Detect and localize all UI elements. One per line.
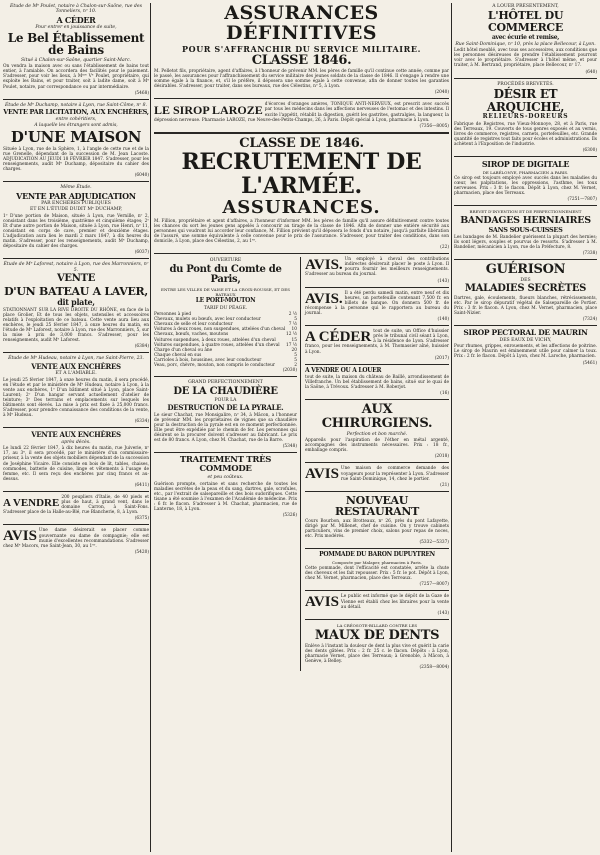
ad-text: Pour rhumes, grippes, enrouements, et les affections de poitrine. Le sirop de Maurin est éminemment utile pour calmer la toux. Prix : 2 fr. le flacon. Dépôt à Lyon, chez M. Laroche, pharmacien.	[454, 344, 597, 360]
ad-number: (6384)	[134, 344, 149, 350]
ad-avis-gaze	[305, 594, 449, 615]
ad-text: Guérison prompte, certaine et sans recherche de toutes les maladies secrètes de la peau et du sang, dartres, gale, scrofules, etc., par l'extrait de salsepareille et des bois sudorifiques. Cette tisane a été soumise à l'examen de l'Académie de médecine. Prix : 6 fr. le flacon. S'adresser à M. Chachat, pharmacien, rue de Lanterne, 18, à Lyon.	[154, 481, 297, 513]
ad-maison	[3, 103, 149, 178]
ad-text: On vendra la maison avec ou sans l'établissement de bains tout entier, à l'amiable. On accordera des facilités pour le paiement. S'adresser, pour voir les lieux, à Mᵐᵉ Vᵉ Poulet, propriétaire, qui exploite les Bains, et pour traiter, soit à ladite dame, soit à Mᵉ Poulet, notaire, par correspondance ou par intermédiaire.	[3, 64, 149, 90]
column-divider	[451, 3, 452, 852]
ad-recrutement	[154, 137, 449, 250]
ad-head: BREVET D'INVENTION ET DE PERFECTIONNEMENT	[469, 209, 582, 215]
ad-text: Cours Bourbon, aux Brotteaux, nᵒ 26, près du pont Lafayette, dirigé par M. Millenet, chef de cuisine. On y trouve cabinets particuliers, vins de premier choix, salons pour repas de noces, etc. Prix modérés.	[305, 518, 449, 540]
ad-gouvernante	[3, 528, 149, 554]
ad-sirop-laroze	[154, 102, 449, 128]
ad-peupliers	[3, 495, 149, 521]
ad-pont	[154, 258, 297, 373]
ad-voyageurs	[305, 466, 449, 487]
tarif-row	[154, 363, 297, 368]
tarif-label: Voitures à deux roues, non suspendues, attelées d'un cheval	[154, 327, 286, 333]
ad-number: (16)	[440, 391, 449, 397]
tarif-price: 15	[291, 337, 297, 343]
ad-office-huissier	[305, 329, 449, 361]
ad-text: 1ᵒ D'une portion de Maison, située à Lyon, rue Vernille, nᵒ 2, consistant dans les troisième, quatrième et cinquième étages; 2ᵒ Et d'une autre portion de Maison, située à Lyon, rue Henri, nᵒ 11, consistant en corps de cave, premier et deuxième étages. L'adjudication aura lieu le mardi 2 mars 1847, à dix heures du matin. S'adresser, pour les renseignements, audit Mᵉ Duchamp, dépositaire du cahier des charges.	[3, 213, 149, 250]
ad-head: Étude de Mᵉ Duchamp, notaire à Lyon, rue Saint-Côme, nᵒ 8.	[5, 102, 147, 108]
ad-title: GUÉRISON	[485, 261, 566, 277]
ad-sub: SANS SOUS-CUISSES	[488, 225, 563, 234]
ad-head: A LOUER PRÉSENTEMENT,	[492, 4, 559, 9]
ad-bandages	[454, 209, 597, 256]
ad-capital: A VENDRE OU A LOUER	[305, 366, 382, 374]
subcolumn-right	[305, 257, 449, 671]
ad-port: LE PORT-MOUTON	[195, 297, 256, 305]
ad-hudeau	[3, 356, 149, 424]
ad-sub: DES	[520, 277, 531, 283]
ad-text: Cette pommade, dont l'efficacité est constatée, arrête la chute des cheveux et les fait repousser. Prix : 5 fr. le pot. Dépôt à Lyon, chez M. Vernet, pharmacien, place des Terreaux.	[305, 566, 449, 582]
ad-note: A laquelle les étrangers sont admis,	[34, 123, 118, 129]
ad-capital: A CÉDER	[305, 329, 372, 346]
ad-guerison	[454, 263, 597, 322]
ad-text: Le jeudi 25 février 1847, à onze heures du matin, il sera procédé, en l'étude et par le ministère de Mᵉ Hudeau, notaire à Lyon, à la vente aux enchères, 1ᵒ D'un bâtiment situé à Lyon, place Saint-Laurent; 2ᵒ D'un hangar servant actuellement d'atelier de teinture; 3ᵒ Des terrains et emplacements sur lesquels les bâtiments sont élevés. La mise à prix est fixée à 25,000 francs. S'adresser, pour prendre connaissance des conditions de la vente, à Mᵉ Hudeau.	[3, 377, 149, 419]
ad-title: NOUVEAU RESTAURANT	[334, 493, 420, 519]
ad-sub: PAR ENCHÈRES PUBLIQUES	[41, 200, 111, 206]
ad-sirop-digitale	[454, 160, 597, 202]
ad-title: ASSURANCES DÉFINITIVES	[224, 3, 379, 44]
right-column	[454, 3, 597, 852]
tarif-label: Veau, porc, chèvre, mouton, non compris le conducteur	[154, 362, 275, 368]
ad-sub: POUR LA	[214, 398, 237, 404]
ad-encheres	[3, 431, 149, 488]
ad-number: (5461)	[582, 360, 597, 366]
tarif-label: Chevaux, mulets ou bœufs, avec leur conducteur	[154, 317, 261, 323]
ad-text: tout de suite, un Office d'huissier près le tribunal civil séant à Lyon, à la résidence de Lyon. S'adresser franco, pour les renseignements, à M. Thomassier aîné, huissier à Lyon.	[305, 329, 449, 355]
ad-sub: entre cohéritiers,	[55, 116, 97, 122]
tarif-price: 5	[294, 352, 297, 358]
ad-text: Une dame désirerait se placer comme gouvernante ou dame de compagnie; elle est munie d'excellentes recommandations. S'adresser chez Mᵉ Macors, rue Saint-Jean, 30, au 1ᵉʳ.	[3, 528, 149, 549]
ad-title: MALADIES SECRÈTES	[464, 283, 587, 294]
tarif-price: 17 ½	[286, 342, 297, 348]
ad-number: (2017)	[434, 355, 449, 361]
ad-avis-employe	[305, 257, 449, 283]
ad-bateau	[3, 262, 149, 349]
ad-number: (7356—8005)	[419, 123, 449, 129]
ad-capital: AVIS.	[305, 290, 343, 307]
ad-head: Même Étude.	[60, 185, 92, 191]
ad-sub: ASSURANCES.	[222, 196, 381, 218]
tarif-price: 2	[294, 362, 297, 368]
ad-avis-portefeuille	[305, 291, 449, 323]
ad-text: d'écorces d'oranges amères, TONIQUE ANTI-NERVEUX, est prescrit avec succès par tous les médecins dans les affections nerveuses de l'estomac et des intestins. Il excite l'appétit, rétablit la digestion, guérit les gastrites, gastralgies, la langueur, la dépression nerveuse. Pharmacie LAROZE, rue Neuve-des-Petits-Champs, 26, à Paris. Dépôt spécial à Lyon, pharmacie à Lyon.	[154, 102, 449, 123]
ad-traitement	[154, 456, 297, 518]
ad-title: du Pont du Comte de Paris,	[169, 263, 282, 286]
tarif-price: 5	[294, 357, 297, 363]
ad-sirop-pectoral	[454, 329, 597, 366]
ad-title: VENTE	[56, 273, 96, 285]
ad-number: (6375)	[134, 516, 149, 522]
ad-capital: AVIS	[305, 594, 339, 611]
ad-title: D'UNE MAISON	[10, 127, 142, 146]
ad-sub: dit plate,	[57, 297, 95, 308]
ad-number: (6040)	[134, 173, 149, 179]
ad-number: (143)	[437, 278, 449, 284]
ad-text: Le sieur Chachat, rue Monsigalire, nᵒ 34, à Mâcon, a l'honneur de prévenir MM. les propriétaires de vignes que sa chaudière pour la destruction de la pyrale est en ce moment perfectionnée. Elle peut être expédiée par le chemin de fer. Les personnes qui désirent se la procurer doivent s'adresser au fabricant. Le prix est de 80 francs. A Lyon, chez M. Chachat, rue de la Barre.	[154, 412, 297, 444]
ad-sub: DE LABÉLONYE, PHARMACIEN A PARIS.	[482, 169, 569, 175]
ad-number: (140)	[437, 317, 449, 323]
ad-number: (5420)	[134, 549, 149, 555]
ad-number: (21)	[440, 482, 449, 488]
tarif-label: Chaque cheval en sus	[154, 352, 202, 358]
ad-chirurgiens	[305, 403, 449, 459]
ad-capital: AVIS	[3, 528, 37, 545]
column-divider	[150, 3, 151, 852]
ad-capital: AVIS.	[305, 257, 343, 274]
tarif-price: 7 ½	[288, 322, 297, 328]
ad-number: (640)	[585, 69, 597, 75]
ad-sub: Composée par Malaper, pharmacien à Paris.	[332, 559, 422, 565]
tarif-table	[154, 312, 297, 368]
ad-head: Étude de Mᵉ Laforest, notaire à Lyon, rue des Marronniers, nᵒ 5.	[3, 262, 149, 273]
ad-desir-arquiche	[454, 82, 597, 153]
tarif-price: 5	[294, 317, 297, 323]
ad-number: (6037)	[134, 250, 149, 256]
ad-text: Ledit hôtel meublé, avec tous ses accessoires, aux conditions que les personnes désireuses de prendre l'établissement pourront voir avec le propriétaire. S'adresser à l'hôtel même, et pour traiter, à M. Bertrand, propriétaire, place Bellecour, nᵒ 17.	[454, 48, 597, 69]
ad-sub: ENTRE LES VILLES DE VAISE ET LA CROIX-ROUSSE, ET DES BATEAUX	[161, 286, 290, 297]
ad-hotel	[454, 4, 597, 75]
ad-title: A CÉDER	[56, 14, 96, 25]
tarif-label: Voitures suspendues, à deux roues, attelées d'un cheval	[154, 337, 276, 343]
ad-sub: RELIEURS-DOREURS	[482, 113, 569, 121]
ad-classe: CLASSE DE 1846.	[239, 135, 364, 151]
ad-adjudication	[3, 185, 149, 255]
ad-text: M. Fillion, propriétaire et agent d'affaires, a l'honneur d'informer MM. les pères de famille qu'il assure définitivement contre toutes les chances du sort les jeunes gens appelés à concourir au tirage de la classe de 1846. Afin de donner une entière sécurité aux personnes qui voudront lui accorder leur confiance, M. Fillion prévient qu'il déposera le fonds d'un notaire, jusqu'à parfaite libération de l'assuré, une somme équivalente à celle convenue pour le prix de l'assurance. S'adresser, pour traiter des conditions, dans son domicile, à Lyon, place des Célestins, 2, au 1ᵉʳ.	[154, 218, 449, 244]
ad-sub: Pour entrer en jouissance de suite,	[35, 25, 117, 31]
ad-assurances	[154, 4, 449, 95]
ad-sub: ET A L'AMIABLE.	[55, 371, 97, 377]
ad-title: MAUX DE DENTS	[314, 628, 440, 644]
ad-title: SIROP DE DIGITALE	[481, 159, 570, 170]
ad-number: (2040)	[434, 90, 449, 96]
ad-bains	[3, 4, 149, 96]
subcolumn-left	[154, 257, 301, 671]
ad-head: PROCÉDÉS BREVETÉS.	[497, 81, 554, 87]
tarif-price: 12 ½	[286, 332, 297, 338]
ad-number: (22)	[440, 245, 449, 251]
ad-sub: avec écurie et remise,	[491, 33, 560, 41]
ad-number: (7338)	[582, 250, 597, 256]
ad-chaudiere	[154, 380, 297, 449]
ad-text: Il a été perdu samedi matin, entre neuf et dix heures, un portefeuille contenant 7,500 fr. en billets de banque. On donnera 500 fr. de récompense à la personne qui le rapportera au bureau du journal.	[305, 290, 449, 316]
ad-text: tout de suite, la maison du château de Baillé, arrondissement de Villefranche. Un bel établissement de bains, situé sur le quai de la Saône, à Trévoux. S'adresser à M. Roberjot.	[305, 375, 449, 391]
ad-number: (7251—7807)	[567, 197, 597, 203]
tarif-label: Personnes à pied	[154, 312, 192, 318]
ad-title: VENTE AUX ENCHÈRES	[31, 361, 121, 371]
ad-maux-dents	[305, 623, 449, 671]
ad-capital: LE SIROP LAROZE	[154, 103, 263, 118]
ad-text: Dartres, gale, écoulements, flueurs blanches, rétrécissements, etc. Par le sirop dépuratif végétal de Salsepareille de Portier. Prix : 3 fr. le flacon. A Lyon, chez M. Vernet, pharmacien, place Saint-Nizier.	[454, 295, 597, 316]
ad-text: Les bandages de M. Bandelier guérissent la plupart des hernies; ils sont légers, souples et pourvus de ressorts. S'adresser à M. Bandelier, mécanicien à Lyon, rue de la Préfecture, 8.	[454, 234, 597, 250]
ad-text: Le public est informé que le dépôt de la Gaze de Vienne est établi chez les libraires pour la vente au détail.	[340, 594, 449, 610]
ad-number: (7257—8007)	[419, 582, 449, 588]
ad-title: VENTE PAR LICITATION, AUX ENCHÈRES,	[3, 108, 149, 117]
ad-number: (6334)	[134, 419, 149, 425]
ad-tarif: TARIF DU PÉAGE.	[203, 305, 248, 311]
ad-head: GRAND PERFECTIONNEMENT	[188, 380, 263, 386]
ad-restaurant	[305, 495, 449, 546]
ad-head: Étude de Mᵉ Hudeau, notaire à Lyon, rue Saint-Pierre, 23.	[8, 356, 144, 362]
ad-title: L'HÔTEL DU COMMERCE	[487, 9, 564, 34]
ad-sub: DES EAUX DE VICHY,	[499, 337, 552, 343]
ad-capital: A VENDRE	[3, 496, 60, 509]
ad-sub: Perfection et bon marché.	[346, 431, 408, 437]
ad-text: Un employé à cheval des contributions indirectes désirerait placer le poste à Lyon. Il pourra fournir les meilleurs renseignements. S'adresser au bureau du journal.	[305, 257, 449, 278]
ad-sub: ET EN L'ÉTUDE DUDIT Mᵉ DUCHAMP,	[29, 207, 123, 213]
tarif-label: Chevaux, bœufs, vaches, moutons	[154, 332, 229, 338]
ad-number: (2030)	[282, 368, 297, 374]
ad-text: STATIONNANT SUR LA RIVE DROITE DU RHÔNE, en face de la place Grolier, Et de tous les objets, ustensiles et accessoires relatifs à l'exploitation de ce bateau. Cette vente aura lieu aux enchères, le jeudi 25 février 1847, à onze heures du matin, en l'étude de Mᵉ Laforest, notaire à Lyon, rue des Marronniers, 5, sur la mise à prix de 3,000 francs. S'adresser, pour les renseignements, audit Mᵉ Laforest.	[3, 307, 149, 344]
ad-pommade	[305, 552, 449, 587]
ad-sub: et peu coûteux.	[207, 475, 244, 481]
ad-text: M. Pelletot fils, propriétaire, agent d'affaires, à l'honneur de prévenir MM. les pères de famille qu'il continue cette année, comme par le passé, les assurances pour l'affranchissement du service militaire des jeunes soldats de la classe de 1846. Il s'engage à rendre une somme égale à la finance, et, s'il le préfère, il déposera une somme égale à cette convenue, afin de donner toutes les garanties désirables. S'adresser, pour traiter, dans ses bureaux, rue des Célestins, nᵒ 5, à Lyon.	[154, 68, 449, 90]
ad-title: DE LA CHAUDIÈRE	[173, 385, 278, 397]
tarif-label: Chevaux de selle et leur conducteur	[154, 322, 233, 328]
ad-title: SIROP PECTORAL DE MAURIN	[463, 327, 588, 337]
ad-text: Ce sirop est toujours employé avec succès dans les maladies du cœur, les palpitations, les oppressions, l'asthme, les toux nerveuses. Prix : 3 fr. le flacon. Dépôt à Lyon, chez M. Vernet, pharmacien, place des Terreaux.	[454, 175, 597, 197]
ad-number: (6300)	[582, 148, 597, 154]
left-column	[3, 3, 149, 852]
ad-text: Située à Lyon, rue de la Sphère, 1, à l'angle de cette rue et de la rue Grenelle, dépendant de la succession de M. Jean Lacoste. ADJUDICATION AU JEUDI 18 FÉVRIER 1847. S'adresser, pour les renseignements, audit Mᵉ Duchamp, dépositaire du cahier des charges.	[3, 146, 149, 172]
ad-head: OUVERTURE	[209, 258, 242, 264]
ad-number: (2018)	[434, 454, 449, 460]
ad-text: Enlève à l'instant la douleur de dent la plus vive et guérit la carie des dents gâtées. Prix : 2 fr. 25 c. le flacon. Dépôts : à Lyon, pharmacie Vernet, place des Terreaux; à Grenoble, à Mâcon, à Genève, à Belley.	[305, 643, 449, 665]
ad-classe: CLASSE 1846.	[251, 53, 352, 69]
ad-number: (5332—5337)	[419, 540, 449, 546]
ad-title: DESTRUCTION DE LA PYRALE.	[167, 403, 284, 413]
ad-place: Situé à Chalon-sur-Saône, quartier Saint-Marc.	[21, 57, 131, 63]
tarif-price: 10	[291, 327, 297, 333]
ad-text: 200 peupliers d'Italie, de 40 pieds et plus de haut, à grand vent, dans le domaine Carron, à Saint-Fons. S'adresser place de la Halle-au-Blé, rue Blancherie, 8, à Lyon.	[3, 494, 149, 516]
ad-number: (6411)	[134, 482, 149, 488]
ad-capital: AVIS	[305, 466, 339, 483]
ad-number: (5348)	[282, 444, 297, 450]
ad-number: (2358—8004)	[419, 665, 449, 671]
tarif-price: 2 ½	[288, 312, 297, 318]
ad-sub: LA CRÉOSOTE-BILLARD CONTRE LES	[336, 622, 418, 628]
ad-title: TRAITEMENT TRÈS COMMODE	[179, 455, 272, 475]
ad-vendre-louer	[305, 368, 449, 397]
ad-title: AUX CHIRURGIENS.	[321, 402, 433, 432]
tarif-price: 20	[291, 347, 297, 353]
ad-title: DÉSIR ET ARQUICHE,	[486, 87, 565, 114]
ad-title: VENTE AUX ENCHÈRES	[31, 430, 121, 440]
ad-head: Étude de Mᵉ Poulet, notaire à Chalon-sur-Saône, rue des Tonneliers, nᵒ 10.	[10, 4, 142, 15]
ad-sub: après décès.	[61, 439, 91, 445]
ad-title: BANDAGES HERNIAIRES	[460, 214, 591, 226]
ad-title: VENTE PAR ADJUDICATION	[16, 190, 136, 201]
tarif-label: Carrioles à bois, houssines, avec leur conducteur	[154, 357, 262, 363]
ad-number: (143)	[437, 610, 449, 616]
center-column	[154, 3, 449, 852]
ad-title: Le Bel Établissement de Bains	[7, 30, 145, 58]
ad-text: Fabrique de Registres, rue Vieux-Monnoye, 28, et à Paris, rue des Terreaux, 19. Couverts de tous genres exposés et au vernis, livres de commerce, registres, carnets, portefeuilles, etc. Grande quantité de registres tout faits pour écoles et administrations. Ils achètent à l'Exposition de l'industrie.	[454, 121, 597, 147]
ad-title: RECRUTEMENT DE L'ARMÉE.	[181, 149, 422, 199]
ad-place: Rue Saint-Dominique, nᵒ 10, près la place Bellecour, à Lyon.	[455, 41, 596, 47]
ad-text: Appareils pour l'aspiration de l'éther en métal argenté, accompagnés des instruments nécessaires. Prix : 18 fr., emballage compris.	[305, 438, 449, 454]
ad-number: (5468)	[134, 90, 149, 96]
ad-sub: POUR S'AFFRANCHIR DU SERVICE MILITAIRE.	[182, 43, 421, 54]
tarif-label: Charge d'un cheval ou âne	[154, 347, 213, 353]
ad-number: (5326)	[282, 513, 297, 519]
ad-number: (7324)	[582, 316, 597, 322]
ad-title: D'UN BATEAU A LAVER,	[4, 284, 148, 298]
ad-text: Le lundi 22 février 1847, à dix heures du matin, rue Juiverie, nᵒ 17, au 3ᵉ, il sera procédé, par le ministère d'un commissaire-priseur, à la vente des objets mobiliers dépendant de la succession de Joséphine Vicaire. Elle consiste en bois de lit, tables, chaises, commodes, batterie de cuisine, linge et vêtements à l'usage de femme, etc. Il sera reçu des enchères par cinq francs et au-dessus.	[3, 446, 149, 482]
tarif-label: Voitures suspendues, à quatre roues, attelées d'un cheval	[154, 342, 280, 348]
ad-title: POMMADE DU BARON DUPUYTREN	[319, 551, 435, 559]
ad-text: Une maison de commerce demande des voyageurs pour la représenter à Lyon. S'adresser rue Saint-Dominique, 14, chez le portier.	[340, 466, 449, 482]
